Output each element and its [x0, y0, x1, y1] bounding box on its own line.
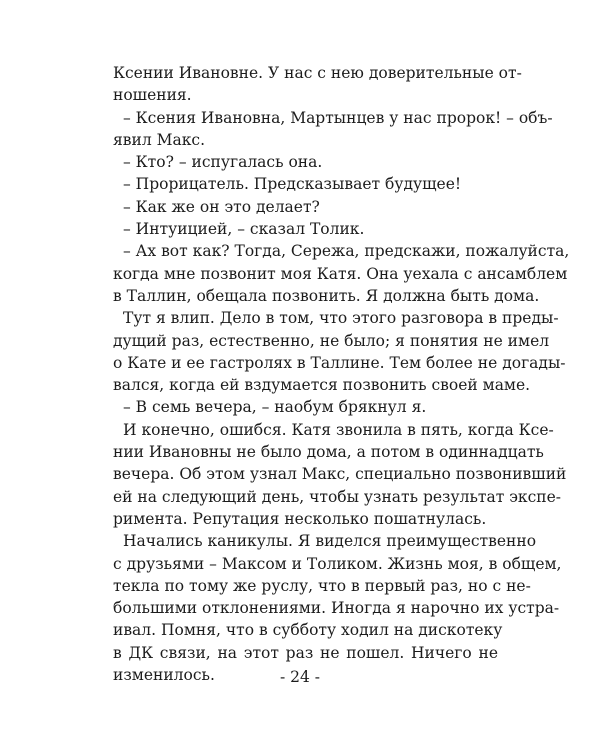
- paragraph: [113, 218, 498, 240]
- text-line: в Таллин, обещала позвонить. Я должна быть дома.: [113, 286, 540, 305]
- text-line: вался, когда ей вздумается позвонить своей маме.: [113, 376, 531, 395]
- paragraph: [113, 396, 498, 418]
- text-line: текла по тому же руслу, что в первый раз, но с не-: [113, 576, 531, 595]
- paragraph: [113, 240, 570, 307]
- text-line: ивал. Помня, что в субботу ходил на дискотеку: [113, 621, 503, 640]
- text-line: – Ксения Ивановна, Мартынцев у нас пророк! – объ-: [123, 108, 553, 127]
- paragraph: [113, 107, 553, 152]
- paragraph: [113, 173, 498, 195]
- text-line: римента. Репутация несколько пошатнулась.: [113, 509, 487, 528]
- text-line: явил Макс.: [113, 130, 206, 149]
- body-text: [113, 62, 570, 686]
- text-line: в ДК связи, на этот раз не пошел. Ничего не: [113, 643, 498, 662]
- text-line: Ксении Ивановне. У нас с нею доверительные от-: [113, 64, 522, 82]
- text-line: – Кто? – испугалась она.: [123, 153, 323, 172]
- text-line: Тут я влип. Дело в том, что этого разговора в преды-: [123, 309, 559, 328]
- text-line: Начались каникулы. Я виделся преимущественно: [123, 532, 537, 551]
- text-line: о Кате и ее гастролях в Таллине. Тем более не догады-: [113, 353, 566, 372]
- page-number: - 24 -: [279, 668, 321, 686]
- text-line: с друзьями – Максом и Толиком. Жизнь моя, в общем,: [113, 554, 562, 573]
- text-line: нии Ивановны не было дома, а потом в одиннадцать: [113, 443, 544, 462]
- paragraph: [113, 419, 567, 530]
- text-line: большими отклонениями. Иногда я нарочно их устра-: [113, 599, 560, 618]
- text-line: – Прорицатель. Предсказывает будущее!: [123, 175, 462, 194]
- text-line: И конечно, ошибся. Катя звонила в пять, когда Ксе-: [123, 420, 554, 439]
- text-line: – Ах вот как? Тогда, Сережа, предскажи, пожалуйста,: [123, 242, 570, 261]
- text-line: – В семь вечера, – наобум брякнул я.: [123, 398, 427, 417]
- text-line: ношения.: [113, 86, 192, 105]
- text-line: дущий раз, естественно, не было; я понятия не имел: [113, 331, 550, 350]
- text-line: изменилось.: [113, 666, 215, 685]
- text-line: когда мне позвонит моя Катя. Она уехала с ансамблем: [113, 264, 568, 283]
- text-line: ей на следующий день, чтобы узнать результат экспе-: [113, 487, 562, 506]
- paragraph: [113, 196, 498, 218]
- paragraph: [113, 307, 566, 396]
- text-line: – Интуицией, – сказал Толик.: [123, 220, 365, 239]
- paragraph: [113, 151, 498, 173]
- paragraph: [113, 62, 522, 107]
- text-line: – Как же он это делает?: [123, 197, 320, 216]
- paragraph: [113, 530, 562, 686]
- text-line: вечера. Об этом узнал Макс, специально позвонивший: [113, 465, 567, 484]
